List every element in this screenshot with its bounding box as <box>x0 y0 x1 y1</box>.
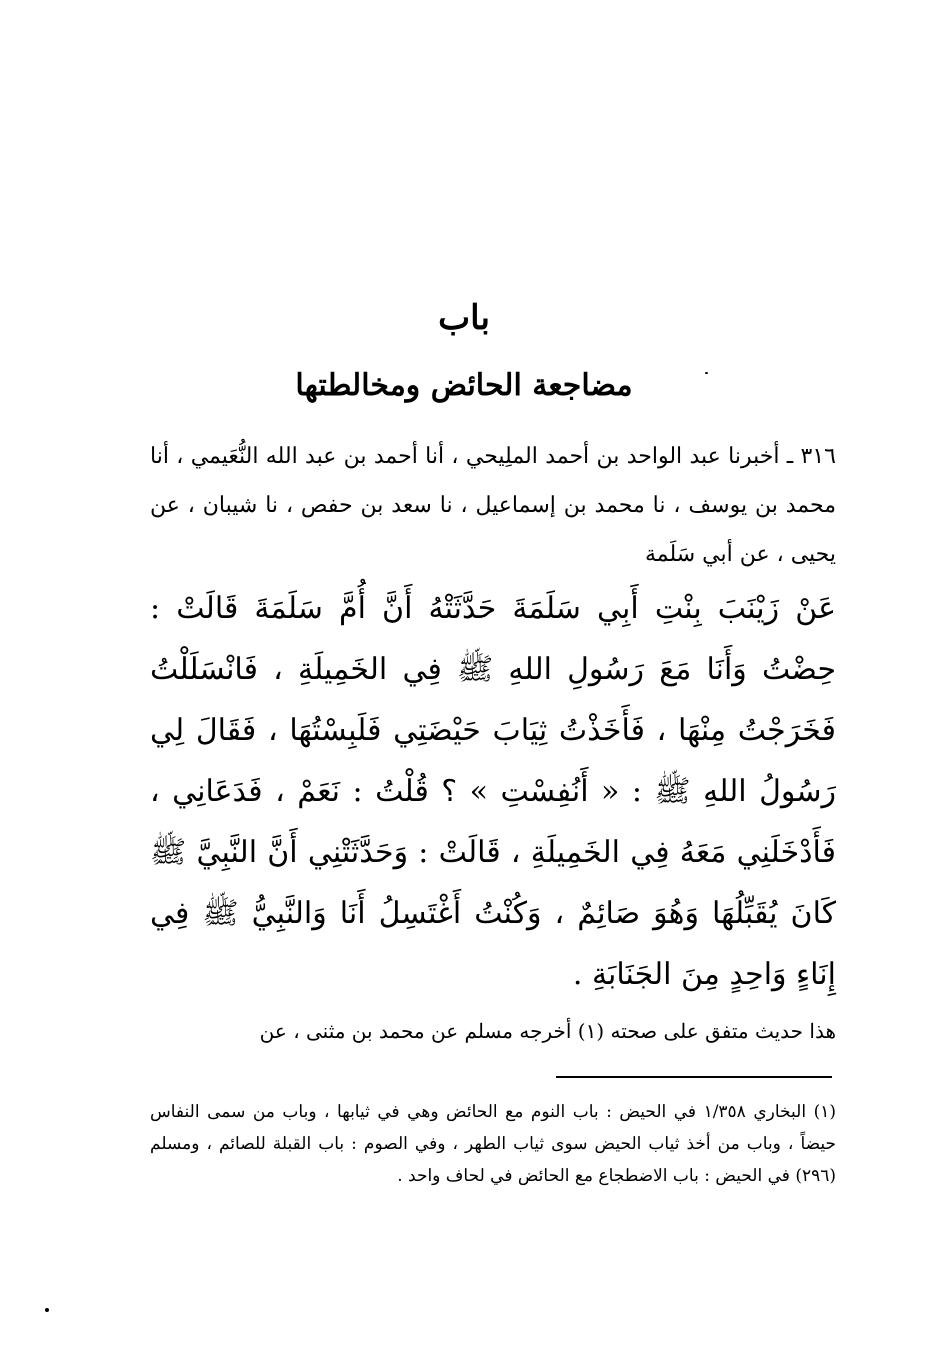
commentary-text: هذا حديث متفق على صحته (١) أخرجه مسلم عن محمد بن مثنى ، عن <box>259 1019 836 1043</box>
footnote-divider <box>556 1076 832 1078</box>
hadith-matn: عَنْ زَيْنَبَ بِنْتِ أَبِي سَلَمَةَ حَدَّثَتْهُ أَنَّ أُمَّ سَلَمَةَ قَالَتْ : حِضْتُ وَأَنَا مَعَ رَسُولِ اللهِ ﷺ فِي الخَمِيلَةِ ، فَانْسَلَلْتُ فَخَرَجْتُ مِنْهَا ، فَأَخَذْتُ ثِيَابَ حَيْضَتِي فَلَبِسْتُهَا ، فَقَالَ لِي رَسُولُ اللهِ ﷺ : « أَنُفِسْتِ » ؟ قُلْتُ : نَعَمْ ، فَدَعَانِي ، فَأَدْخَلَنِي مَعَهُ فِي الخَمِيلَةِ ، قَالَتْ : وَحَدَّثَتْنِي أَنَّ النَّبِيَّ ﷺ كَانَ يُقَبِّلُهَا وَهُوَ صَائِمٌ ، وَكُنْتُ أَغْتَسِلُ أَنَا وَالنَّبِيُّ ﷺ فِي إِنَاءٍ وَاحِدٍ مِنَ الجَنَابَةِ . <box>150 591 836 992</box>
footnote-list <box>150 1096 836 1192</box>
chapter-heading: باب <box>438 298 490 338</box>
scan-speck <box>45 1308 49 1312</box>
scan-speck <box>705 372 708 374</box>
hadith-isnad: ٣١٦ ـ أخبرنا عبد الواحد بن أحمد الملِيحي ، أنا أحمد بن عبد الله النُّعَيمي ، أنا محمد بن يوسف ، نا محمد بن إسماعيل ، نا سعد بن حفص ، نا شيبان ، عن يحيى ، عن أبي سَلَمة <box>150 444 836 567</box>
chapter-title: مضاجعة الحائض ومخالطتها <box>295 368 633 403</box>
footnote-1: (١) البخاري ١/٣٥٨ في الحيض : باب النوم مع الحائض وهي في ثيابها ، وباب من سمى النفاس حيضاً ، وباب من أخذ ثياب الحيض سوى ثياب الطهر ، وفي الصوم : باب القبلة للصائم ، ومسلم (٢٩٦) في الحيض : باب الاضطجاع مع الحائض في لحاف واحد . <box>150 1102 836 1186</box>
